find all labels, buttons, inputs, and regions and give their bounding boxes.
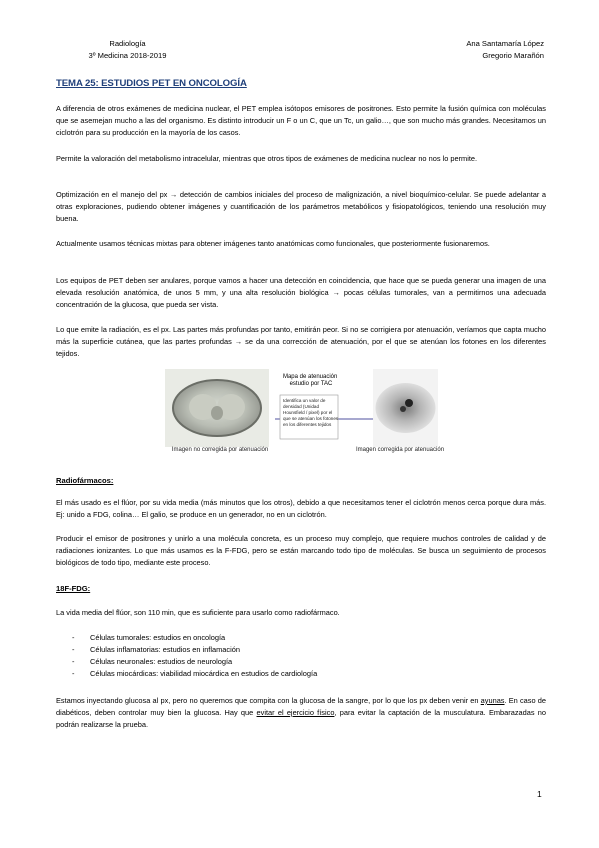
corrected-image [373,369,438,447]
list-item: - Células tumorales: estudios en oncología [72,632,317,644]
radiofarmacos-paragraph-1: El más usado es el flúor, por su vida media (más minutos que los otros), debido a que necesitamos tener el ciclotrón menos cerca porque dura más. Ej: unido a FDG, colina… El galio, se produce en un generador, no en un ciclotrón. [56,498,546,519]
fdg-intro: La vida media del flúor, son 110 min, que es suficiente para usarlo como radiofármaco. [56,608,340,617]
list-item: - Células miocárdicas: viabilidad miocárdica en estudios de cardiología [72,668,317,680]
body-paragraph-3: Optimización en el manejo del px → detección de cambios iniciales del proceso de malignización, a nivel bioquímico-celular. Se puede adelantar a otras exploraciones, pudiendo obtener imágenes y cuantificación de los parámetros metabólicos y fisiopatológicos, teniendo una resolución muy buena. [56,190,546,223]
fdg-uses-list [72,632,317,680]
body-paragraph-1: A diferencia de otros exámenes de medicina nuclear, el PET emplea isótopos emisores de positrones. Esto permite la fusión química con moléculas que se asemejan mucho a las del organismo. Es distinto introducir un F o un C, que un Tc, un galio…, que son mucho más grandes. Necesitamos un ciclotrón para su producción en la mayoría de los casos. [56,104,546,137]
info-box-text: Identifica un valor de densidad (Unidad Hounsfield / pixel) por el que se atenúan los fotones en los diferentes tejidos [283,398,339,427]
body-paragraph-5: Los equipos de PET deben ser anulares, porque vamos a hacer una detección en coincidencia, que hace que se pueda generar una imagen de una elevada resolución anatómica, de unos 5 mm, y una alta resolución biológica → pocas células tumorales, van a permitirnos una adecuada concentración de la glucosa, que pueda ser vista. [56,276,546,309]
map-label: Mapa de atenuación estudio por TAC [282,374,338,387]
fdg-final-paragraph: Estamos inyectando glucosa al px, pero no queremos que compita con la glucosa de la sangre, por lo que los px deben venir en ayunas. En caso de diabéticos, deben controlar muy bien la glucosa. Hay que evitar el ejercicio físico, para evitar la captación de la musculatura. Embarazadas no podrán realizarse la prueba. [56,696,547,729]
corrected-hotspot-1 [405,399,413,407]
header-course: 3º Medicina 2018-2019 [88,51,167,60]
section-heading-fdg: 18F-FDG: [56,584,91,593]
section-heading-radiofarmacos: Radiofármacos: [56,476,114,485]
left-caption: Imagen no corregida por atenuación [171,447,269,453]
list-item: - Células inflamatorias: estudios en inflamación [72,644,317,656]
header-hospital: Gregorio Marañón [482,51,544,60]
header-subject: Radiología [109,39,146,48]
radiofarmacos-paragraph-2: Producir el emisor de positrones y unirlo a una molécula concreta, es un proceso muy complejo, que requiere muchos controles de calidad y de radiaciones ionizantes. Lo que más usamos es la F-FDG, pero se están marcando todo tipo de moléculas. Se busca un seguimiento de procesos biológicos de todo tipo, mediante este proceso. [56,534,546,567]
page-title: TEMA 25: ESTUDIOS PET EN ONCOLOGÍA [56,78,247,89]
header-left [80,38,175,62]
corrected-hotspot-2 [400,406,406,412]
right-caption: Imagen corregida por atenuación [355,447,445,453]
list-item: - Células neuronales: estudios de neurología [72,656,317,668]
body-paragraph-2: Permite la valoración del metabolismo intracelular, mientras que otros tipos de exámenes de medicina nuclear no nos lo permite. [56,154,478,163]
body-paragraph-4: Actualmente usamos técnicas mixtas para obtener imágenes tanto anatómicas como funcionales, que posteriormente fusionaremos. [56,239,490,248]
uncorrected-heart [211,406,223,420]
header-right [466,38,544,62]
page-number: 1 [537,789,542,799]
header-author: Ana Santamaría López [466,39,544,48]
body-paragraph-6: Lo que emite la radiación, es el px. Las partes más profundas por tanto, emitirán peor. Si no se corrigiera por atenuación, veríamos que capta mucho más la superficie cutánea, que las partes profundas → se da una corrección de atenuación, por el que se atenúan los fotones en los diferentes tejidos. [56,325,546,358]
